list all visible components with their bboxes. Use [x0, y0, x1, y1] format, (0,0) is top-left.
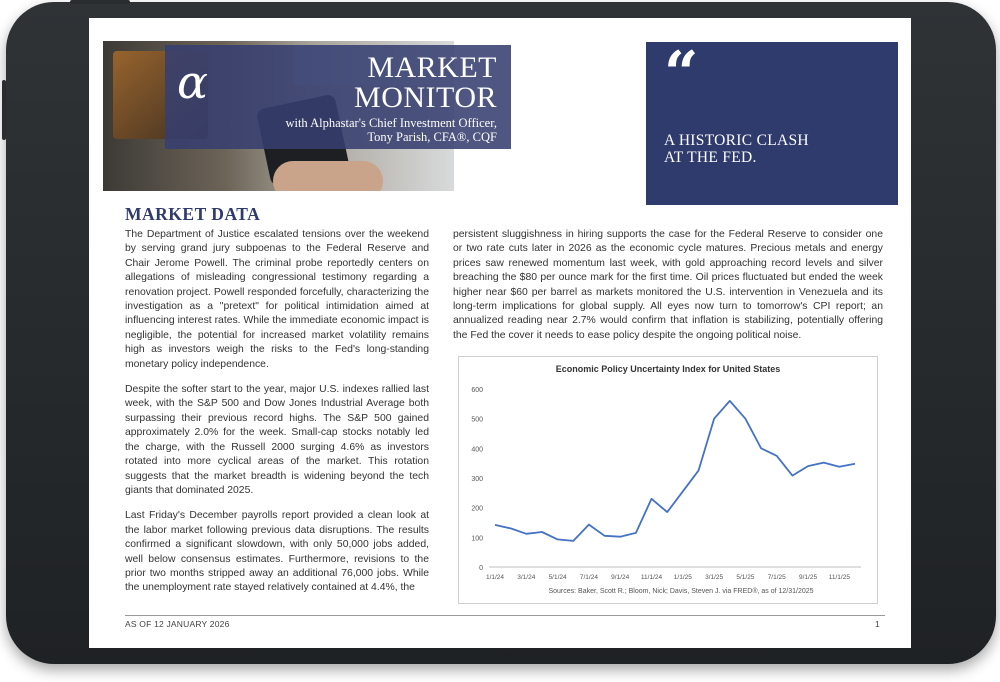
- epu-series-line: [495, 401, 855, 541]
- left-text-column: [125, 228, 429, 607]
- chart-source: Sources: Baker, Scott R.; Bloom, Nick; Davis, Steven J. via FRED®, as of 12/31/2025: [548, 588, 814, 595]
- tablet-side-button[interactable]: [2, 80, 6, 140]
- paragraph-index-rally: Despite the softer start to the year, major U.S. indexes rallied last week, with the S&P 500 and Dow Jones Industrial Average both surpassing their previous record highs. The S&P 500 gained approximately 2.0% for the week. Small-cap stocks notably led the charge, with the Russell 2000 surging 4.6% as investors rotated into more cyclical areas of the market. This rotation suggests that the market breadth is widening beyond the tech giants that dominated 2025.: [125, 384, 429, 496]
- y-tick-label: 0: [479, 565, 483, 572]
- y-tick-label: 100: [471, 535, 483, 543]
- subtitle-line-2: Tony Parish, CFA®, CQF: [367, 130, 497, 144]
- x-tick-label: 3/1/24: [517, 574, 536, 581]
- x-tick-label: 7/1/25: [767, 574, 786, 581]
- x-tick-label: 1/1/25: [673, 574, 692, 581]
- chart-svg: [459, 357, 877, 603]
- chart-title: Economic Policy Uncertainty Index for United States: [555, 364, 781, 374]
- quote-mark-icon: “: [664, 39, 699, 109]
- epu-chart: [458, 356, 878, 604]
- footer-divider: [125, 615, 885, 616]
- y-tick-label: 300: [471, 476, 483, 483]
- title-line-market: MARKET: [367, 51, 497, 84]
- section-title: MARKET DATA: [125, 204, 261, 224]
- x-tick-label: 9/1/24: [611, 574, 630, 581]
- y-tick-label: 400: [471, 446, 483, 454]
- x-tick-label: 3/1/25: [705, 574, 724, 581]
- alphastar-logo-icon: α: [177, 55, 209, 109]
- hand-photo-image: [273, 161, 383, 191]
- paragraph-rate-cuts: persistent sluggishness in hiring supports the case for the Federal Reserve to consider one or two rate cuts later in 2026 as the economic cycle matures. Precious metals and energy prices saw renewed momentum last week, with gold approaching record levels and silver breaching the $80 per ounce mark for the first time. Oil prices fluctuated but ended the week higher near $60 per barrel as markets monitored the U.S. intervention in Venezuela and its long-term implications for global supply. All eyes now turn to tomorrow's CPI report; an annualized reading near 2.7% would confirm that inflation is stabilizing, potentially offering the Fed the cover it needs to ease policy despite the ongoing political noise.: [453, 229, 883, 341]
- publication-title: [354, 53, 497, 113]
- paragraph-doj-probe: The Department of Justice escalated tensions over the weekend by serving grand jury subpoenas to the Federal Reserve and Chair Jerome Powell. The criminal probe reportedly centers on allegations of misleading congressional testimony regarding a renovation project. Powell responded forcefully, characterizing the investigation as a "pretext" for political intimidation aimed at influencing interest rates. While the immediate economic impact is negligible, the potential for increased market volatility remains high as investors weigh the risks to the Fed's long-standing monetary policy independence.: [125, 229, 429, 370]
- y-tick-label: 200: [471, 505, 483, 513]
- paragraph-payrolls: Last Friday's December payrolls report provided a clean look at the labor market following previous data disruptions. The results confirmed a significant slowdown, with only 50,000 jobs added, well below consensus estimates. Furthermore, revisions to the prior two months stripped away an additional 76,000 jobs. While the unemployment rate stayed relatively contained at 4.4%, the: [125, 510, 429, 594]
- x-tick-label: 5/1/25: [736, 574, 755, 581]
- page-number: 1: [875, 619, 880, 629]
- subtitle-line-1: with Alphastar's Chief Investment Officer,: [285, 116, 497, 130]
- tablet-top-button[interactable]: [70, 0, 130, 4]
- x-tick-label: 5/1/24: [548, 574, 567, 581]
- right-text-column: [453, 228, 883, 354]
- pull-quote-box: [646, 39, 898, 217]
- x-tick-label: 1/1/24: [485, 574, 505, 581]
- document-page: [89, 18, 911, 648]
- publication-subtitle: [285, 116, 497, 144]
- x-tick-label: 11/1/24: [640, 574, 663, 581]
- header-title-band: [165, 45, 511, 149]
- y-tick-label: 500: [471, 416, 483, 424]
- title-line-monitor: MONITOR: [354, 81, 497, 114]
- quote-line-2: AT THE FED.: [664, 149, 757, 166]
- footer-date: AS OF 12 JANUARY 2026: [125, 619, 230, 629]
- x-tick-label: 9/1/25: [799, 574, 818, 581]
- x-tick-label: 11/1/25: [828, 574, 850, 581]
- x-tick-label: 7/1/24: [579, 574, 598, 581]
- quote-author: -TONY PARISH: [664, 203, 752, 217]
- y-tick-label: 600: [471, 387, 483, 394]
- pull-quote-text: [664, 132, 809, 166]
- quote-line-1: A HISTORIC CLASH: [664, 132, 809, 149]
